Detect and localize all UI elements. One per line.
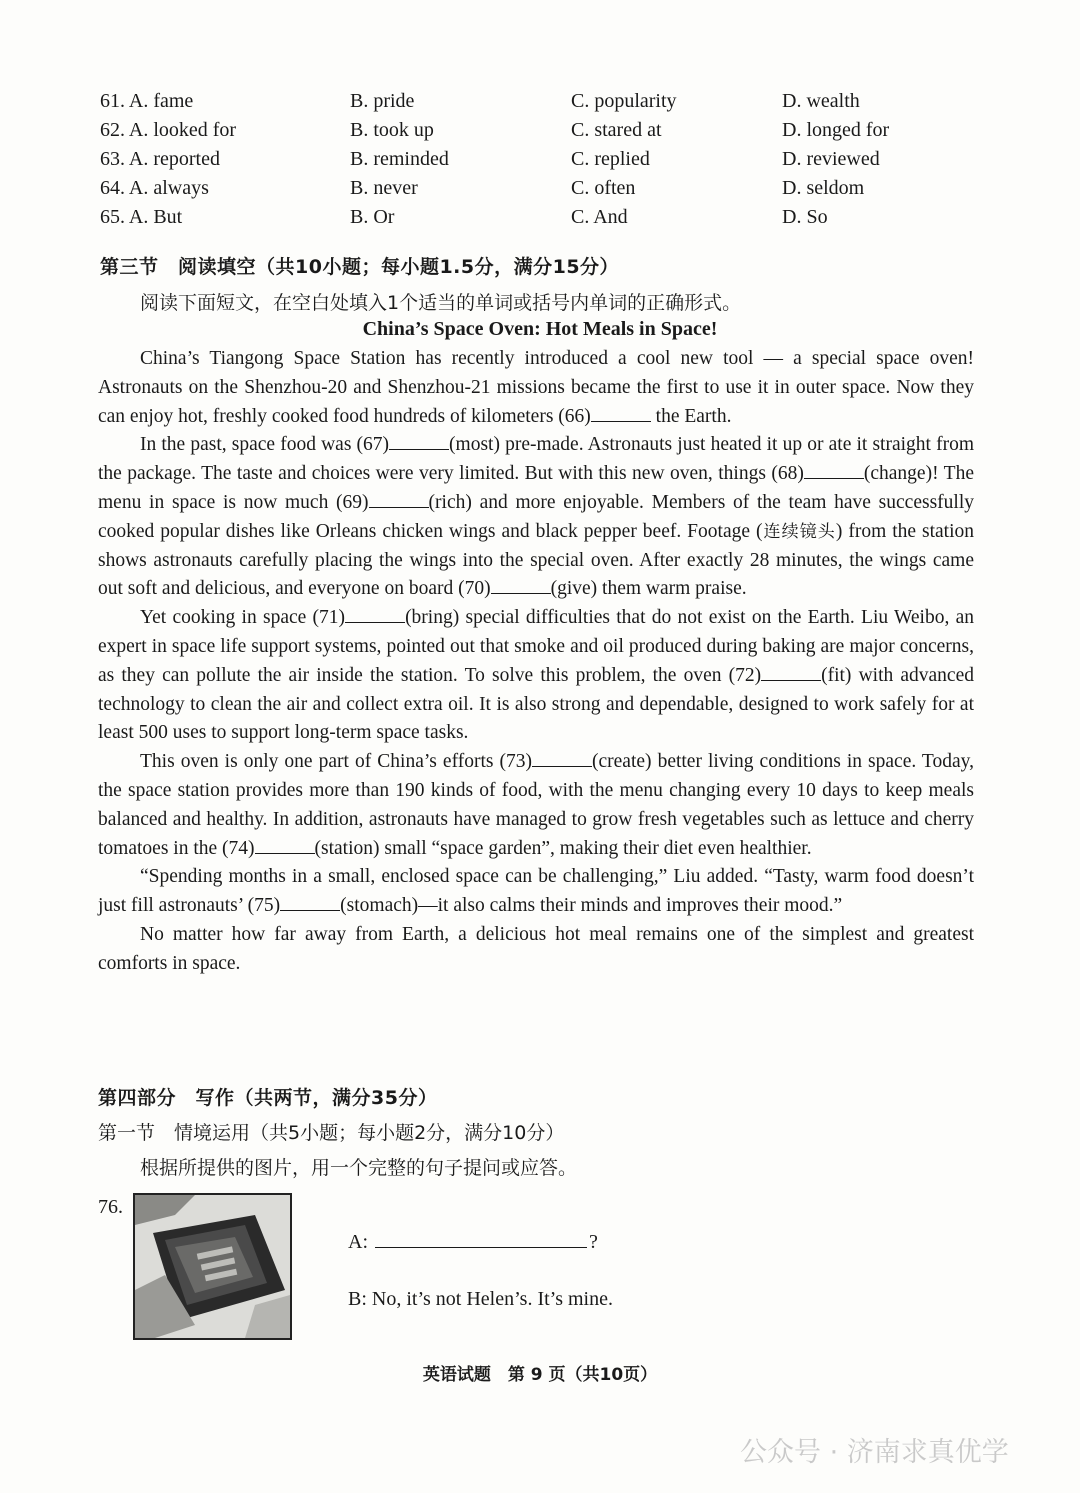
paragraph-1: China’s Tiangong Space Station has recently introduced a cool new tool — a special space oven! Astronauts on the Shenzhou-20 and Shenzhou-21 missions became the first to use it in outer space. Now they can enjoy hot, freshly cooked food hundreds of kilometers (66) the Earth. bbox=[98, 348, 974, 427]
option-c: C. replied bbox=[571, 148, 650, 170]
option-b: B. pride bbox=[350, 90, 415, 112]
page-footer: 英语试题 第 9 页（共10页） bbox=[422, 1365, 658, 1385]
wallet-image bbox=[133, 1193, 292, 1340]
blank-74[interactable] bbox=[255, 835, 315, 854]
paragraph-5: “Spending months in a small, enclosed space can be challenging,” Liu added. “Tasty, warm food doesn’t just fill astronauts’ (75) (stomach)—it also calms their minds and improves their mood.” bbox=[98, 866, 974, 917]
option-a: 64. A. always bbox=[100, 177, 209, 199]
paragraph-2: In the past, space food was (67) (most) pre-made. Astronauts just heated it up or ate it straight from the package. The taste and choices were very limited. But with this new oven, things (68) (change)! The menu in space is now much (69) (rich) and more enjoyable. Members of the team have successfully cooked popular dishes like Orleans chicken wings and black pepper beef. Footage (连续镜头) from the station shows astronauts carefully placing the wings into the special oven. After exactly 28 minutes, the wings came out soft and delicious, and everyone on board (70) (give) them warm praise. bbox=[98, 431, 974, 604]
speaker-a-label: A: bbox=[348, 1231, 368, 1253]
option-c: C. popularity bbox=[571, 90, 677, 112]
wallet-illustration bbox=[135, 1195, 290, 1338]
blank-72[interactable] bbox=[761, 662, 821, 681]
dialog-a: A: ? bbox=[348, 1227, 598, 1254]
option-b: B. reminded bbox=[350, 148, 449, 170]
dialog-b: B: No, it’s not Helen’s. It’s mine. bbox=[348, 1288, 613, 1310]
passage-title: China’s Space Oven: Hot Meals in Space! bbox=[362, 318, 718, 340]
question-76-number: 76. bbox=[98, 1196, 123, 1218]
blank-68[interactable] bbox=[804, 460, 864, 479]
part4-heading: 第四部分 写作（共两节，满分35分） bbox=[98, 1087, 438, 1109]
blank-71[interactable] bbox=[345, 604, 405, 623]
option-row-63 bbox=[100, 148, 980, 177]
blank-73[interactable] bbox=[532, 748, 592, 767]
option-a: 62. A. looked for bbox=[100, 119, 237, 141]
option-row-61 bbox=[100, 90, 980, 119]
paragraph-4: This oven is only one part of China’s efforts (73) (create) better living conditions in space. Today, the space station provides more than 190 kinds of food, with the menu changing every 10 days to keep meals balanced and healthy. In addition, astronauts have managed to grow fresh vegetables such as lettuce and cherry tomatoes in the (74) (station) small “space garden”, making their diet even healthier. bbox=[98, 748, 974, 863]
option-row-62 bbox=[100, 119, 980, 148]
option-c: C. stared at bbox=[571, 119, 662, 141]
passage-body bbox=[98, 345, 974, 979]
answer-blank-76[interactable] bbox=[375, 1227, 587, 1248]
part4-instruction: 根据所提供的图片，用一个完整的句子提问或应答。 bbox=[140, 1157, 578, 1179]
option-c: C. And bbox=[571, 206, 628, 228]
paragraph-3: Yet cooking in space (71) (bring) special difficulties that do not exist on the Earth. Liu Weibo, an expert in space life support systems, pointed out that smoke and oil produced during baking are major concerns, as they can pollute the air inside the station. To solve this problem, the oven (72) (fit) with advanced technology to clean the air and collect extra oil. It is also strong and dependable, designed to work safely for at least 500 uses to support long-term space tasks. bbox=[98, 604, 974, 748]
watermark: 公众号 · 济南求真优学 bbox=[740, 1437, 1009, 1468]
option-b: B. took up bbox=[350, 119, 434, 141]
option-d: D. reviewed bbox=[782, 148, 880, 170]
option-a: 63. A. reported bbox=[100, 148, 220, 170]
blank-75[interactable] bbox=[280, 892, 340, 911]
option-d: D. So bbox=[782, 206, 828, 228]
option-b: B. Or bbox=[350, 206, 395, 228]
part4-sub-heading: 第一节 情境运用（共5小题；每小题2分，满分10分） bbox=[98, 1122, 565, 1144]
blank-67[interactable] bbox=[389, 431, 449, 450]
option-d: D. longed for bbox=[782, 119, 890, 141]
section3-heading: 第三节 阅读填空（共10小题；每小题1.5分，满分15分） bbox=[100, 256, 620, 278]
blank-69[interactable] bbox=[369, 489, 429, 508]
paragraph-6: No matter how far away from Earth, a delicious hot meal remains one of the simplest and greatest comforts in space. bbox=[98, 923, 974, 974]
option-d: D. seldom bbox=[782, 177, 865, 199]
section3-instruction: 阅读下面短文，在空白处填入1个适当的单词或括号内单词的正确形式。 bbox=[140, 292, 742, 314]
option-row-64 bbox=[100, 177, 980, 206]
blank-70[interactable] bbox=[491, 575, 551, 594]
option-d: D. wealth bbox=[782, 90, 860, 112]
blank-66[interactable] bbox=[591, 403, 651, 422]
option-a: 65. A. But bbox=[100, 206, 183, 228]
option-row-65 bbox=[100, 206, 980, 235]
option-a: 61. A. fame bbox=[100, 90, 194, 112]
option-b: B. never bbox=[350, 177, 418, 199]
option-c: C. often bbox=[571, 177, 636, 199]
